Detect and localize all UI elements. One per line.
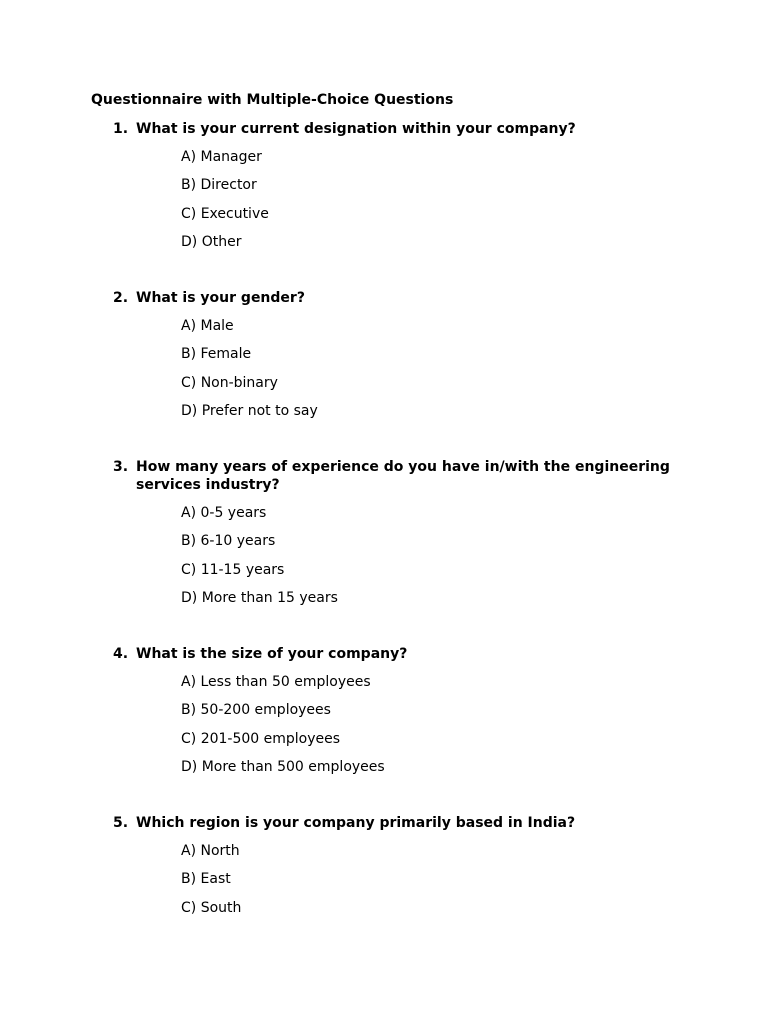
option-item: D) More than 500 employees [181,758,385,775]
option-item: D) Other [181,233,242,250]
question-number: 5. [113,815,129,831]
option-item: A) 0-5 years [181,505,267,521]
question-heading [113,814,693,832]
question-heading [113,120,693,138]
question-text: What is your current designation within your company? [136,121,576,137]
question-heading [113,289,693,307]
option-item: B) East [181,871,231,888]
question-4 [113,645,693,786]
option-item: A) Manager [181,149,262,165]
option-item: C) 201-500 employees [181,730,341,747]
question-heading [113,458,693,494]
option-item: A) Male [181,318,234,334]
question-5 [113,814,693,927]
option-item: C) South [181,899,242,916]
option-item: B) 6-10 years [181,533,276,550]
option-item: B) 50-200 employees [181,702,331,719]
option-item: C) Non-binary [181,374,278,391]
question-text: What is the size of your company? [136,646,408,662]
option-list [181,504,693,607]
question-3 [113,458,693,617]
option-item: A) Less than 50 employees [181,674,371,690]
question-text: Which region is your company primarily based in India? [136,815,576,831]
option-list [181,842,693,917]
question-number: 4. [113,646,129,662]
option-item: B) Female [181,346,252,363]
question-text: How many years of experience do you have in/with the engineering services industry? [136,459,670,493]
option-list [181,148,693,251]
question-number: 3. [113,459,129,475]
question-text: What is your gender? [136,290,305,306]
question-number: 2. [113,290,129,306]
option-item: C) 11-15 years [181,561,285,578]
option-list [181,317,693,420]
question-2 [113,289,693,430]
question-1 [113,120,693,261]
option-item: A) North [181,843,240,859]
option-item: B) Director [181,177,257,194]
option-item: D) Prefer not to say [181,402,318,419]
option-list [181,673,693,776]
option-item: D) More than 15 years [181,589,338,606]
question-number: 1. [113,121,129,137]
option-item: C) Executive [181,205,269,222]
document-title: Questionnaire with Multiple-Choice Questions [91,92,454,108]
question-heading [113,645,693,663]
